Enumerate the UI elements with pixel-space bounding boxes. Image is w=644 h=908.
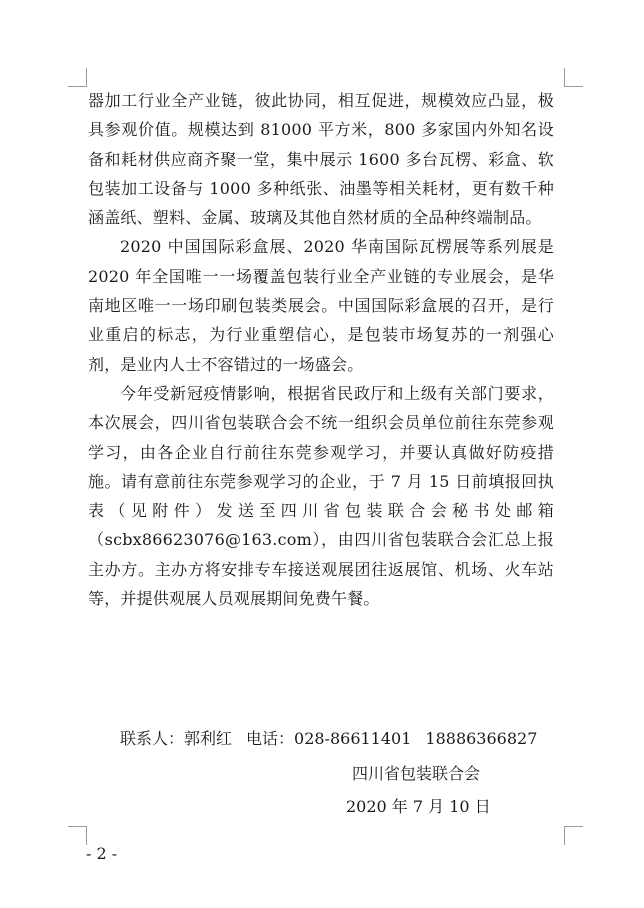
crop-mark-bottom-left — [68, 826, 87, 845]
paragraph-continued: 器加工行业全产业链，彼此协同，相互促进，规模效应凸显，极具参观价值。规模达到 81000 平方米，800 多家国内外知名设备和耗材供应商齐聚一堂，集中展示 1600 多台瓦楞、彩盒、软包装加工设备与 1000 多种纸张、油墨等相关耗材，更有数千种涵盖纸、塑料、金属、玻璃及其他自然材质的全品种终端制品。 — [88, 91, 554, 228]
signature-date: 2020 年 7 月 10 日 — [346, 797, 491, 816]
crop-mark-bottom-right — [564, 826, 583, 845]
contact-line — [120, 724, 537, 753]
crop-mark-top-right — [564, 68, 583, 87]
crop-mark-top-left — [68, 68, 87, 87]
signature-organization: 四川省包装联合会 — [352, 764, 481, 783]
document-body — [88, 86, 554, 613]
contact-phone: 电话：028-86611401 — [246, 729, 412, 748]
paragraph-exhibition-summary: 2020 中国国际彩盒展、2020 华南国际瓦楞展等系列展是 2020 年全国唯一一场覆盖包装行业全产业链的专业展会，是华南地区唯一一场印刷包装类展会。中国国际彩盒展的召开，是行业重启的标志，为行业重塑信心，是包装市场复苏的一剂强心剂，是业内人士不容错过的一场盛会。 — [88, 237, 554, 374]
contact-mobile: 18886366827 — [425, 729, 538, 748]
paragraph-arrangements: 今年受新冠疫情影响，根据省民政厅和上级有关部门要求，本次展会，四川省包装联合会不统一组织会员单位前往东莞参观学习，由各企业自行前往东莞参观学习，并要认真做好防疫措施。请有意前往东莞参观学习的企业，于 7 月 15 日前填报回执表（见附件）发送至四川省包装联合会秘书处邮箱（scbx86623076@163.com），由四川省包装联合会汇总上报主办方。主办方将安排专车接送观展团往返展馆、机场、火车站等，并提供观展人员观展期间免费午餐。 — [88, 383, 554, 609]
page-number: - 2 - — [86, 844, 118, 863]
contact-person: 联系人：郭利红 — [120, 729, 233, 748]
